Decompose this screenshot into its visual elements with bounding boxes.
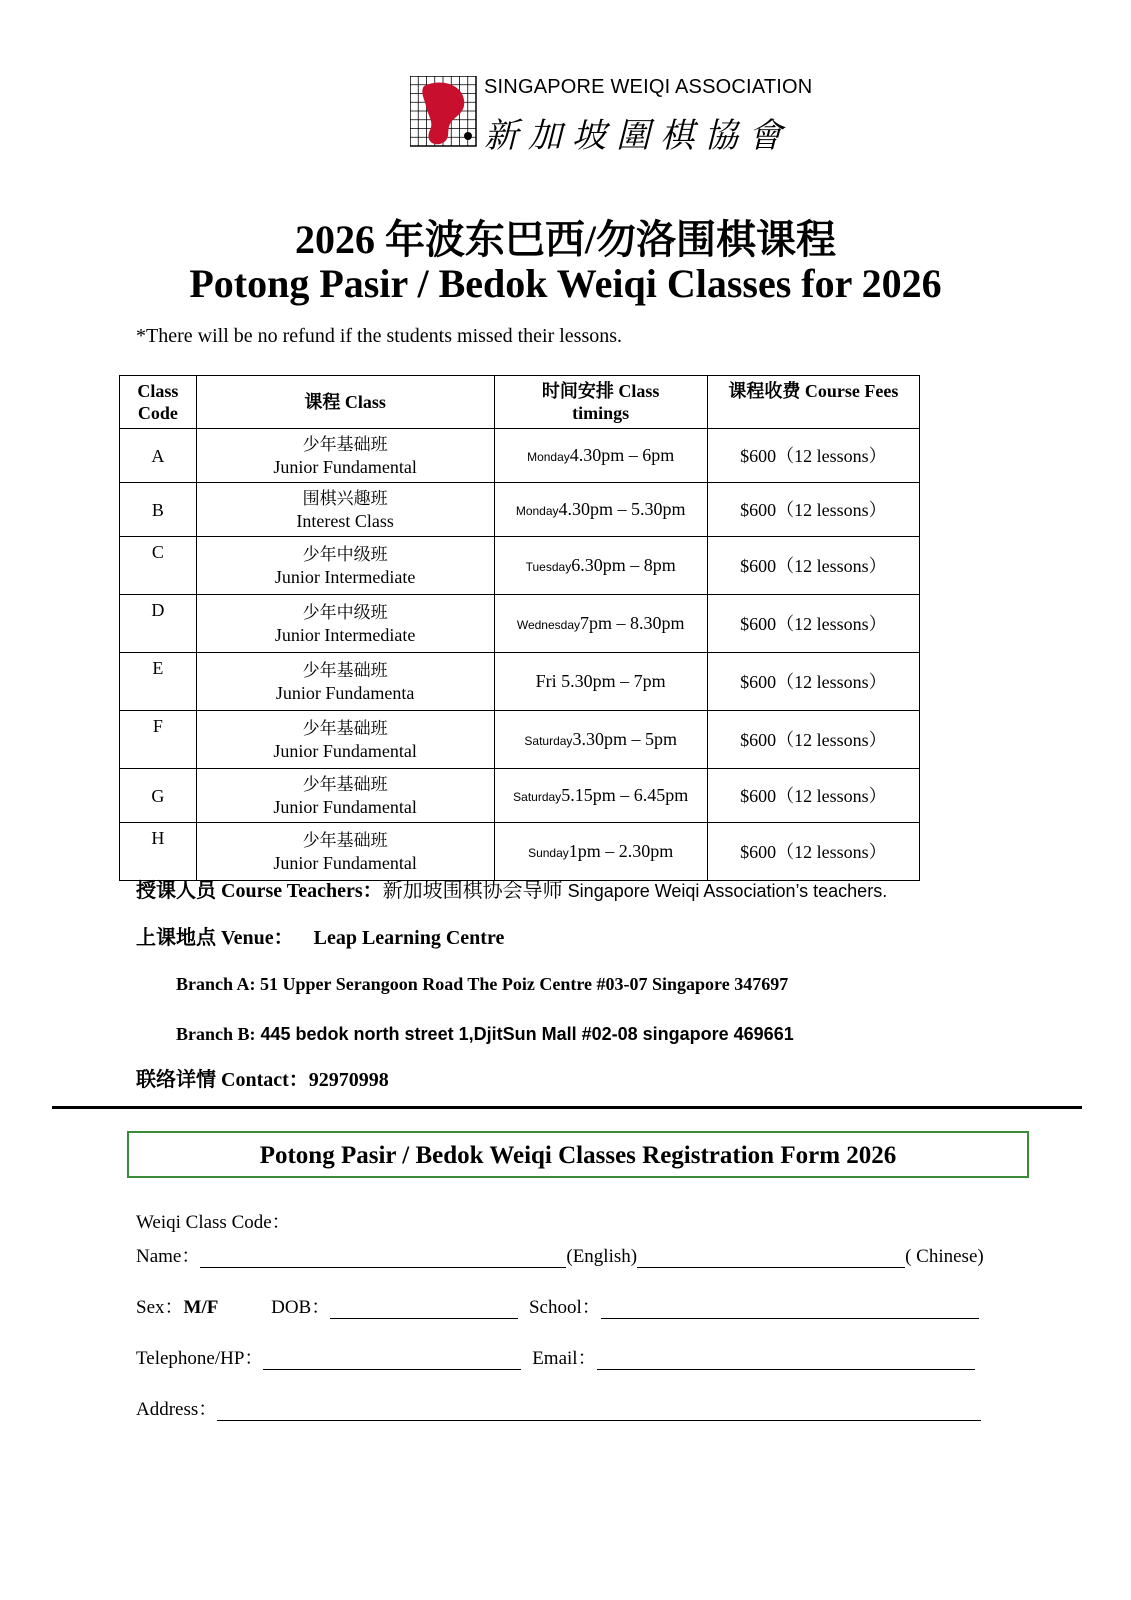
cell-fee: $600（12 lessons） <box>707 823 919 881</box>
table-row <box>120 483 920 537</box>
cell-code: E <box>120 653 197 711</box>
contact-line: 联络详情 Contact：92970998 <box>136 1069 389 1091</box>
name-field-row: Name： (English) ( Chinese) <box>136 1246 984 1267</box>
cell-class: 少年基础班 Junior Fundamenta <box>196 653 494 711</box>
table-row <box>120 769 920 823</box>
section-divider <box>52 1106 1082 1109</box>
cell-code: A <box>120 429 197 483</box>
telephone-email-row: Telephone/HP： Email： <box>136 1343 975 1370</box>
cell-code: D <box>120 595 197 653</box>
header-class-code: Class Code <box>120 376 197 429</box>
registration-form-title: Potong Pasir / Bedok Weiqi Classes Registration Form 2026 <box>127 1131 1029 1178</box>
header-fees: 课程收费 Course Fees <box>707 376 919 429</box>
class-schedule-table <box>119 375 920 881</box>
cell-class: 少年基础班 Junior Fundamental <box>196 711 494 769</box>
cell-class: 少年基础班 Junior Fundamental <box>196 769 494 823</box>
name-chinese-input[interactable] <box>637 1249 905 1268</box>
cell-fee: $600（12 lessons） <box>707 711 919 769</box>
table-row <box>120 595 920 653</box>
cell-class: 少年基础班 Junior Fundamental <box>196 429 494 483</box>
venue-line: 上课地点 Venue： Leap Learning Centre <box>136 927 505 949</box>
cell-code: H <box>120 823 197 881</box>
table-row <box>120 653 920 711</box>
cell-code: B <box>120 483 197 537</box>
cell-fee: $600（12 lessons） <box>707 429 919 483</box>
cell-timing: Fri 5.30pm – 7pm <box>494 653 707 711</box>
cell-timing: Wednesday7pm – 8.30pm <box>494 595 707 653</box>
cell-fee: $600（12 lessons） <box>707 537 919 595</box>
cell-code: F <box>120 711 197 769</box>
table-row <box>120 429 920 483</box>
cell-class: 少年中级班 Junior Intermediate <box>196 537 494 595</box>
cell-code: G <box>120 769 197 823</box>
table-header-row <box>120 376 920 429</box>
table-row <box>120 823 920 881</box>
email-input[interactable] <box>597 1351 975 1370</box>
cell-timing: Sunday1pm – 2.30pm <box>494 823 707 881</box>
branch-a-address: Branch A: 51 Upper Serangoon Road The Poiz Centre #03-07 Singapore 347697 <box>176 974 789 994</box>
cell-class: 少年基础班 Junior Fundamental <box>196 823 494 881</box>
sex-dob-school-row: Sex：M/F DOB： School： <box>136 1292 979 1319</box>
table-row <box>120 537 920 595</box>
cell-timing: Tuesday6.30pm – 8pm <box>494 537 707 595</box>
cell-fee: $600（12 lessons） <box>707 595 919 653</box>
cell-class: 围棋兴趣班 Interest Class <box>196 483 494 537</box>
cell-fee: $600（12 lessons） <box>707 769 919 823</box>
dob-input[interactable] <box>330 1300 518 1319</box>
telephone-input[interactable] <box>263 1351 521 1370</box>
branch-b-address: Branch B: 445 bedok north street 1,DjitSun Mall #02-08 singapore 469661 <box>176 1024 794 1044</box>
header-timings: 时间安排 Class timings <box>494 376 707 429</box>
page-title-english: Potong Pasir / Bedok Weiqi Classes for 2026 <box>189 261 942 306</box>
cell-timing: Saturday5.15pm – 6.45pm <box>494 769 707 823</box>
cell-fee: $600（12 lessons） <box>707 483 919 537</box>
logo-text-chinese: 新加坡圍棋協會 <box>484 116 792 156</box>
class-code-field: Weiqi Class Code： <box>136 1212 291 1233</box>
header-class: 课程 Class <box>196 376 494 429</box>
cell-timing: Monday4.30pm – 6pm <box>494 429 707 483</box>
address-row: Address： <box>136 1394 981 1421</box>
name-english-input[interactable] <box>200 1249 566 1268</box>
cell-timing: Monday4.30pm – 5.30pm <box>494 483 707 537</box>
refund-notice: *There will be no refund if the students missed their lessons. <box>136 325 623 347</box>
cell-fee: $600（12 lessons） <box>707 653 919 711</box>
table-row <box>120 711 920 769</box>
cell-timing: Saturday3.30pm – 5pm <box>494 711 707 769</box>
course-teachers-line: 授课人员 Course Teachers：新加坡围棋协会导师 Singapore Weiqi Association’s teachers. <box>136 880 888 902</box>
cell-code: C <box>120 537 197 595</box>
logo-text-english: SINGAPORE WEIQI ASSOCIATION <box>484 76 813 98</box>
address-input[interactable] <box>217 1402 981 1421</box>
page-title-chinese: 2026 年波东巴西/勿洛围棋课程 <box>294 217 837 262</box>
cell-class: 少年中级班 Junior Intermediate <box>196 595 494 653</box>
school-input[interactable] <box>601 1300 979 1319</box>
